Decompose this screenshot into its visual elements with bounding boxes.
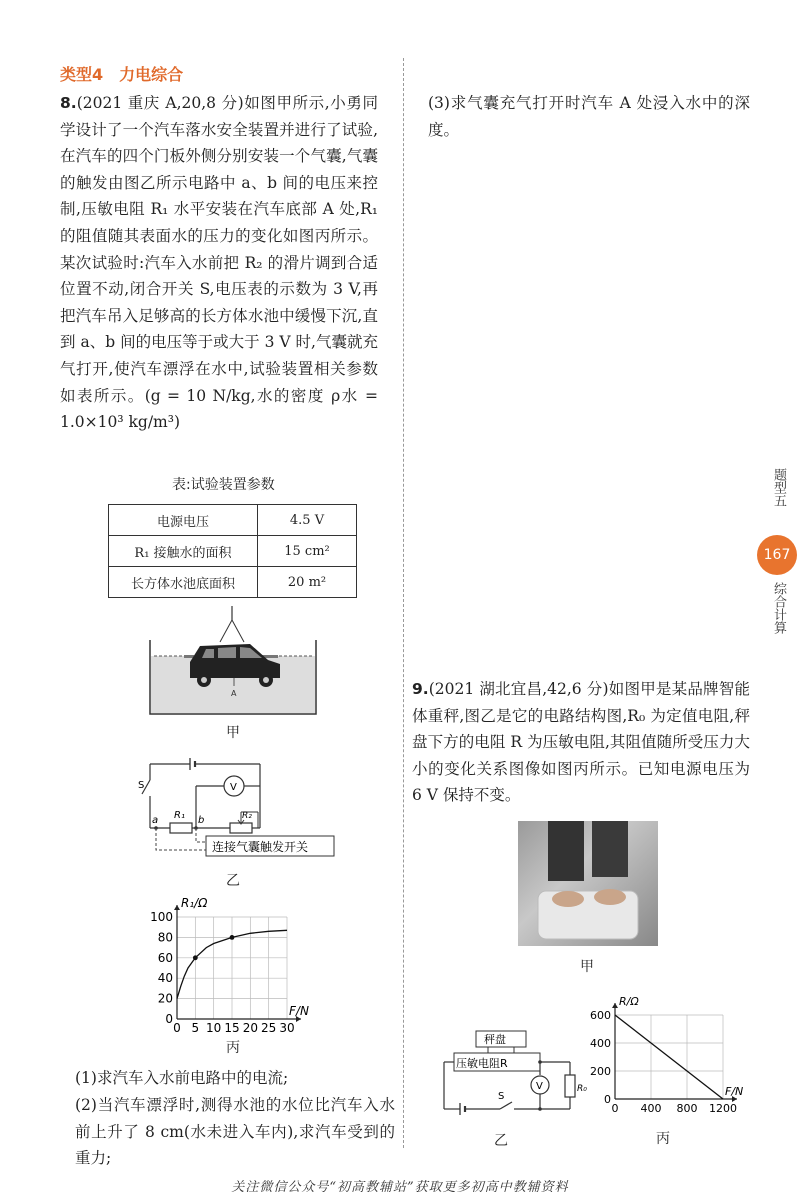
- q8-params-table: [108, 504, 357, 598]
- q9-voltmeter-label: V: [536, 1081, 543, 1092]
- table-row: [109, 567, 357, 598]
- pan-label: 秤盘: [484, 1033, 506, 1046]
- y-tick-label: 0: [165, 1012, 173, 1026]
- r2-label: R₂: [242, 811, 252, 821]
- q9-number: 9.: [412, 680, 429, 698]
- table-cell: 20 m²: [258, 567, 357, 598]
- voltmeter-label: V: [230, 782, 237, 793]
- q8-figure-circuit: [140, 750, 340, 870]
- y-tick-label: 200: [590, 1065, 611, 1078]
- y-tick-label: 400: [590, 1037, 611, 1050]
- side-tab-category: 综合计算: [771, 582, 786, 634]
- y-axis-arrow: [612, 1003, 618, 1008]
- sensor-label: 压敏电阻R: [456, 1057, 508, 1070]
- q9-fig-jia-label: 甲: [580, 959, 594, 975]
- resistor-r0-icon: [565, 1075, 575, 1097]
- x-tick-label: 25: [261, 1021, 277, 1035]
- y-tick-label: 0: [604, 1093, 611, 1106]
- q8-sub3: [428, 90, 750, 143]
- y-tick-label: 80: [157, 930, 173, 945]
- table-row: [109, 505, 357, 536]
- x-axis-label: F/N: [725, 1085, 744, 1098]
- q8-fig-yi-label: 乙: [226, 873, 240, 889]
- resistor-r1-icon: [170, 823, 192, 833]
- car-point-label: A: [231, 689, 237, 698]
- x-tick-label: 30: [279, 1021, 295, 1035]
- q8-number: 8.: [60, 94, 77, 112]
- q9-figure-circuit: [440, 1025, 590, 1125]
- x-tick-label: 800: [676, 1102, 698, 1115]
- data-point: [230, 935, 235, 940]
- table-cell: R₁ 接触水的面积: [109, 536, 258, 567]
- q8-sub3-text: (3)求气囊充气打开时汽车 A 处浸入水中的深度。: [428, 94, 750, 139]
- q9-text: (2021 湖北宜昌,42,6 分)如图甲是某品牌智能体重秤,图乙是它的电路结构图,R₀ 为定值电阻,秤盘下方的电阻 R 为压敏电阻,其阻值随所受压力大小的变化关系图像如图丙所示。已知电源电压为 6 V 保持不变。: [412, 680, 750, 805]
- x-tick-label: 10: [206, 1021, 222, 1035]
- table-cell: 15 cm²: [258, 536, 357, 567]
- table-row: [109, 536, 357, 567]
- q9-photo-scale: [518, 821, 658, 946]
- y-tick-label: 20: [157, 991, 173, 1006]
- y-axis-label: R/Ω: [619, 995, 639, 1008]
- y-axis-arrow: [174, 905, 180, 910]
- y-tick-label: 60: [157, 950, 173, 965]
- page-number: 167: [757, 535, 797, 575]
- table-cell: 长方体水池底面积: [109, 567, 258, 598]
- x-tick-label: 20: [242, 1021, 258, 1035]
- y-tick-label: 100: [150, 910, 173, 924]
- data-line: [615, 1015, 723, 1099]
- x-tick-label: 15: [224, 1021, 240, 1035]
- data-point: [193, 955, 198, 960]
- q9-switch-label: S: [498, 1091, 505, 1102]
- x-tick-label: 0: [611, 1102, 619, 1115]
- q8-sub2: [75, 1092, 395, 1172]
- q8-text: (2021 重庆 A,20,8 分)如图甲所示,小勇同学设计了一个汽车落水安全装置并进行了试验,在汽车的四个门板外侧分别安装一个气囊,气囊的触发由图乙所示电路中 a、b 间的电压来控制,压敏电阻 R₁ 水平安装在汽车底部 A 处,R₁ 的阻值随其表面水的压力的变化如图丙所示。某次试验时:汽车入水前把 R₂ 的滑片调到合适位置不动,闭合开关 S,电压表的示数为 3 V,再把汽车吊入足够高的长方体水池中缓慢下沉,直到 a、b 间的电压等于或大于 3 V 时,气囊就充气打开,使汽车漂浮在水中,试验装置相关参数如表所示。(g = 10 N/kg,水的密度 ρ水 = 1.0×10³ kg/m³): [60, 94, 378, 432]
- x-tick-label: 400: [640, 1102, 662, 1115]
- x-tick-label: 1200: [709, 1102, 737, 1115]
- q8-sub2-text: (2)当汽车漂浮时,测得水池的水位比汽车入水前上升了 8 cm(水未进入车内),求汽车受到的重力;: [75, 1096, 395, 1168]
- x-axis-label: F/N: [289, 1004, 309, 1018]
- q8-sub1: [75, 1065, 395, 1092]
- q8-r1-force-chart: [135, 895, 320, 1035]
- column-divider: [403, 58, 404, 1148]
- node-b-label: b: [198, 815, 205, 826]
- switch-label: S: [138, 780, 145, 791]
- q8-sub1-text: (1)求汽车入水前电路中的电流;: [75, 1069, 289, 1087]
- y-tick-label: 600: [590, 1009, 611, 1022]
- y-tick-label: 40: [157, 971, 173, 986]
- r1-label: R₁: [174, 810, 185, 821]
- q8-fig-bing-label: 丙: [226, 1040, 240, 1056]
- q8-figure-car-tank: [140, 600, 330, 720]
- x-tick-label: 0: [173, 1021, 181, 1035]
- y-axis-label: R₁/Ω: [181, 896, 208, 910]
- side-tab-section: 题型五: [771, 468, 786, 507]
- footer-note: 关注微信公众号“初高教辅站”获取更多初高中教辅资料: [231, 1180, 569, 1195]
- node-a-label: a: [152, 815, 159, 826]
- table-cell: 4.5 V: [258, 505, 357, 536]
- q8-fig-jia-label: 甲: [226, 725, 240, 741]
- x-tick-label: 5: [191, 1021, 200, 1035]
- q8-stem: [60, 90, 378, 436]
- section-title: 类型4 力电综合: [60, 65, 184, 84]
- q9-stem: [412, 676, 750, 809]
- table-cell: 电源电压: [109, 505, 258, 536]
- q9-r-force-chart: [585, 995, 750, 1125]
- r0-label: R₀: [577, 1084, 587, 1094]
- trigger-label: 连接气囊触发开关: [212, 840, 309, 854]
- q8-table-caption: 表:试验装置参数: [172, 477, 275, 493]
- q9-fig-yi-label: 乙: [494, 1133, 508, 1149]
- q9-fig-bing-label: 丙: [656, 1131, 670, 1147]
